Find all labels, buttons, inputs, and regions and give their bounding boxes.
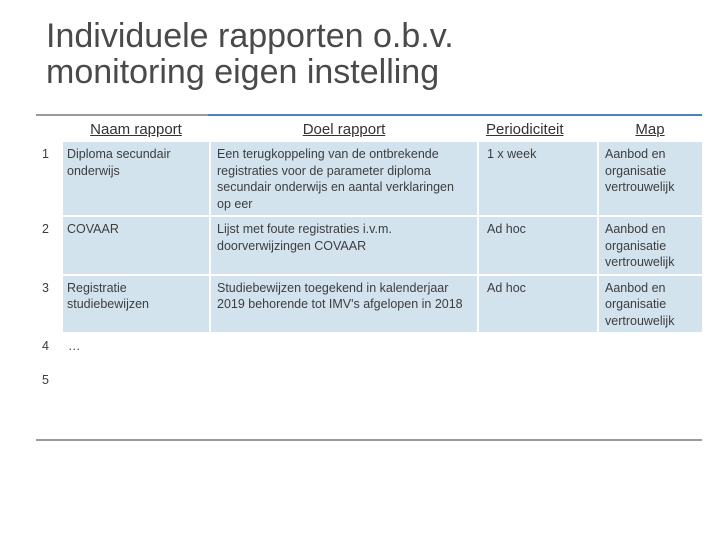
row-number: 2 bbox=[36, 216, 62, 275]
table-row bbox=[36, 333, 702, 368]
row-number: 1 bbox=[36, 142, 62, 216]
cell-doel bbox=[210, 333, 478, 368]
cell-naam bbox=[62, 368, 210, 418]
cell-doel: Lijst met foute registraties i.v.m. doorverwijzingen COVAAR bbox=[210, 216, 478, 275]
cell-map bbox=[598, 368, 702, 418]
cell-map: Aanbod en organisatie vertrouwelijk bbox=[598, 216, 702, 275]
table-row bbox=[36, 216, 702, 275]
header-periodiciteit: Periodiciteit bbox=[486, 120, 564, 138]
cell-periodiciteit: 1 x week bbox=[478, 142, 598, 216]
cell-map: Aanbod en organisatie vertrouwelijk bbox=[598, 275, 702, 334]
cell-naam: COVAAR bbox=[62, 216, 210, 275]
cell-doel bbox=[210, 368, 478, 418]
cell-naam: … bbox=[62, 333, 210, 368]
cell-doel: Een terugkoppeling van de ontbrekende registraties voor de parameter diploma secundair onderwijs en aantal verklaringen op eer bbox=[210, 142, 478, 216]
cell-periodiciteit bbox=[478, 333, 598, 368]
cell-naam: Registratie studiebewijzen bbox=[62, 275, 210, 334]
cell-periodiciteit: Ad hoc bbox=[478, 216, 598, 275]
header-num bbox=[36, 116, 62, 142]
title-line-1: Individuele rapporten o.b.v. bbox=[46, 17, 454, 55]
table-row bbox=[36, 368, 702, 418]
row-number: 3 bbox=[36, 275, 62, 334]
table-row bbox=[36, 275, 702, 334]
row-number: 4 bbox=[36, 333, 62, 368]
cell-doel: Studiebewijzen toegekend in kalenderjaar 2019 behorende tot IMV's afgelopen in 2018 bbox=[210, 275, 478, 334]
table-row bbox=[36, 142, 702, 216]
reports-table bbox=[36, 116, 702, 418]
header-doel-rapport: Doel rapport bbox=[302, 120, 386, 138]
cell-map: Aanbod en organisatie vertrouwelijk bbox=[598, 142, 702, 216]
header-map: Map bbox=[635, 120, 665, 138]
cell-naam: Diploma secundair onderwijs bbox=[62, 142, 210, 216]
cell-map bbox=[598, 333, 702, 368]
cell-periodiciteit bbox=[478, 368, 598, 418]
page-title bbox=[46, 18, 454, 90]
table-header-row bbox=[36, 116, 702, 142]
table-bottom-rule bbox=[36, 439, 702, 441]
header-naam-rapport: Naam rapport bbox=[90, 120, 182, 138]
row-number: 5 bbox=[36, 368, 62, 418]
title-line-2: monitoring eigen instelling bbox=[46, 53, 440, 91]
cell-periodiciteit: Ad hoc bbox=[478, 275, 598, 334]
